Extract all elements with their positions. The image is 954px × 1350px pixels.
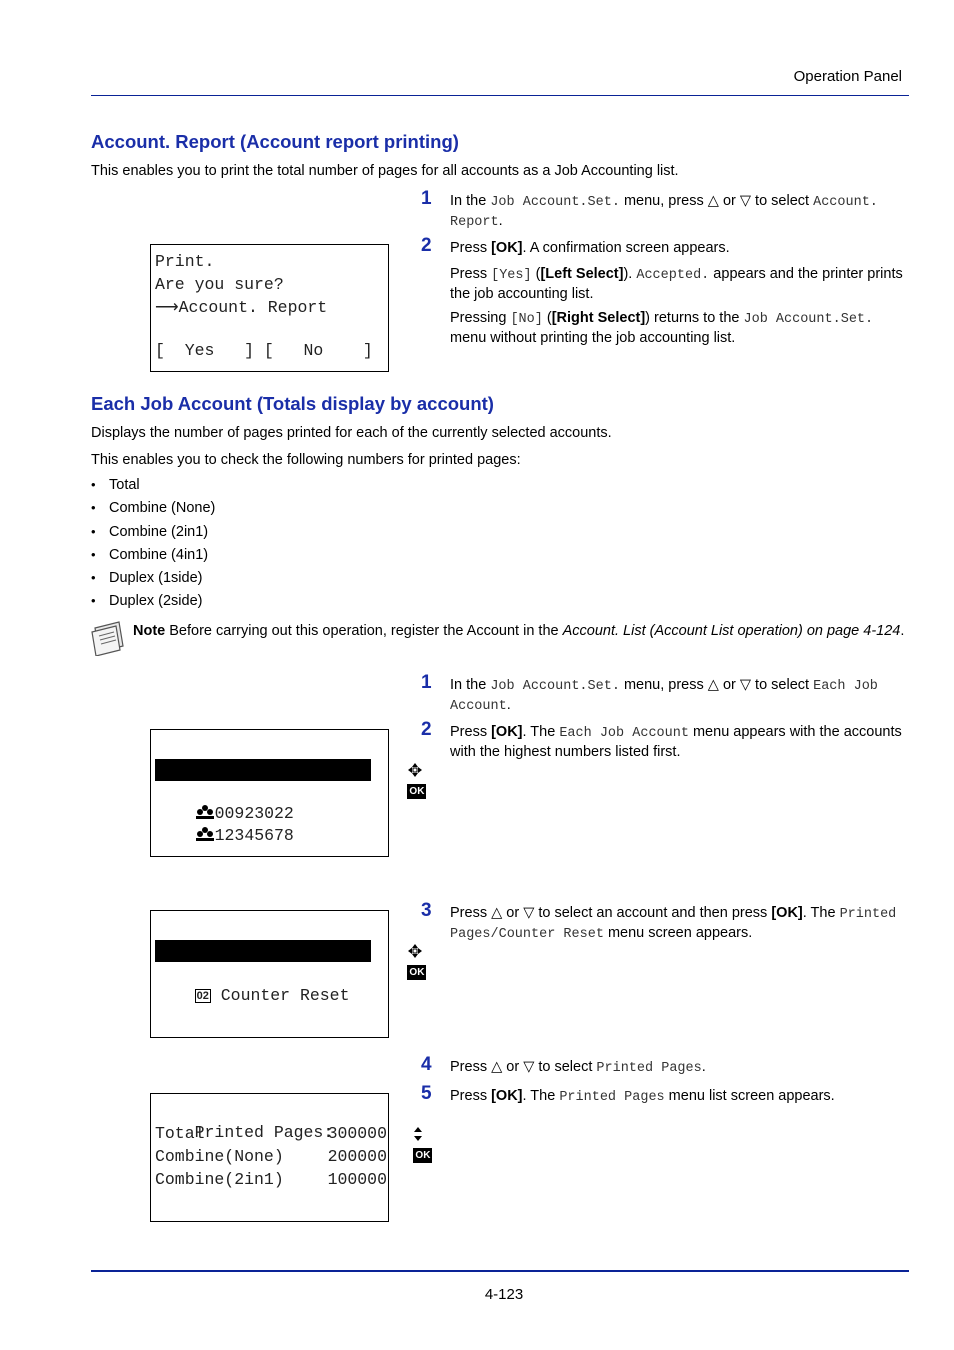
note-text bbox=[133, 622, 908, 640]
step-mono: Job Account.Set. bbox=[490, 195, 620, 210]
step-text: Press bbox=[450, 724, 492, 740]
note-icon bbox=[89, 620, 127, 656]
account-number: 00923022 bbox=[214, 804, 294, 823]
ok-key-icon: OK bbox=[409, 967, 425, 979]
step-number: 3 bbox=[421, 900, 432, 921]
list-item: • Combine (2in1) bbox=[91, 524, 215, 547]
step-text: In the bbox=[450, 193, 491, 209]
section-title-each-job-account: Each Job Account (Totals display by account) bbox=[91, 393, 494, 414]
lcd-line: Are you sure? bbox=[155, 275, 284, 294]
step-mono: [Yes] bbox=[491, 268, 532, 283]
step-mono: Printed Pages bbox=[559, 1090, 665, 1105]
step-text: . bbox=[506, 697, 511, 713]
counter-row bbox=[155, 1169, 387, 1191]
account-group-icon bbox=[195, 826, 215, 842]
step-mono: Job Account.Set. bbox=[743, 312, 874, 327]
step-item bbox=[421, 900, 906, 949]
step-text: Press bbox=[450, 1088, 492, 1104]
counter-value: 300000 bbox=[327, 1124, 387, 1143]
lcd-line: Print. bbox=[155, 252, 215, 271]
note-label: Note bbox=[133, 623, 166, 639]
step-text: . A confirmation screen appears. bbox=[522, 240, 730, 256]
account-number: 12345678 bbox=[214, 826, 294, 845]
key-label: [OK] bbox=[491, 724, 523, 740]
counter-label: Combine(2in1) bbox=[155, 1170, 284, 1189]
step-text: Pressing bbox=[450, 310, 511, 326]
lcd-line bbox=[155, 297, 327, 319]
section-intro: Displays the number of pages printed for each of the currently selected accounts. bbox=[91, 425, 612, 441]
ok-key-icon: OK bbox=[415, 1150, 431, 1162]
step-item bbox=[421, 1083, 906, 1112]
step-text: appears and the printer prints the job accounting list. bbox=[450, 266, 903, 302]
item-number-badge: 02 bbox=[196, 989, 209, 1002]
step-mono: Job Account.Set. bbox=[490, 679, 620, 694]
menu-item-label: Counter Reset bbox=[220, 986, 350, 1005]
lcd-printed-pages-screen bbox=[150, 1093, 431, 1222]
list-item: • Combine (4in1) bbox=[91, 547, 215, 570]
step-text: menu, press △ or ▽ to select bbox=[619, 677, 814, 693]
step-number: 5 bbox=[421, 1083, 432, 1104]
menu-item-counter-reset[interactable] bbox=[155, 963, 350, 1005]
list-item: • Total bbox=[91, 477, 215, 500]
step-text: Press bbox=[450, 266, 492, 282]
step-text: menu appears with the accounts with the highest numbers listed first. bbox=[450, 724, 902, 760]
step-mono: Each Job Account bbox=[450, 679, 878, 714]
step-item bbox=[421, 672, 906, 721]
counter-row bbox=[155, 1146, 387, 1168]
step-text: ) returns to the bbox=[645, 310, 744, 326]
menu-item-label: Printed Pages bbox=[220, 963, 350, 982]
step-item bbox=[421, 1054, 906, 1083]
lcd-title: Printed Pages: bbox=[194, 1123, 334, 1142]
menu-item-printed-pages[interactable] bbox=[155, 940, 371, 982]
step-mono: Printed Pages bbox=[596, 1061, 702, 1076]
key-label: [Right Select] bbox=[551, 310, 646, 326]
step-item bbox=[421, 235, 906, 352]
running-header: Operation Panel bbox=[793, 68, 902, 85]
step-mono: Account. Report bbox=[450, 195, 878, 230]
footer-divider bbox=[91, 1270, 909, 1272]
step-text: ( bbox=[531, 266, 541, 282]
step-number: 2 bbox=[421, 235, 432, 256]
account-row[interactable] bbox=[155, 803, 294, 845]
counter-type-list bbox=[91, 477, 215, 617]
note-page-reference: Account. List (Account List operation) on page 4-124 bbox=[562, 623, 901, 639]
step-text: . bbox=[701, 1059, 706, 1075]
step-mono: [No] bbox=[510, 312, 543, 327]
up-down-arrow-icon bbox=[413, 1126, 423, 1142]
counter-label: Combine(None) bbox=[155, 1147, 284, 1166]
step-text: ( bbox=[542, 310, 552, 326]
counter-value: 200000 bbox=[327, 1147, 387, 1166]
step-mono: Accepted. bbox=[636, 268, 710, 283]
step-text: . bbox=[498, 213, 503, 229]
step-number: 4 bbox=[421, 1054, 432, 1075]
header-divider bbox=[91, 95, 909, 96]
step-text: Press △ or ▽ to select an account and then press bbox=[450, 905, 772, 921]
step-text: . The bbox=[522, 724, 560, 740]
step-item bbox=[421, 719, 906, 767]
lcd-each-job-account-screen bbox=[150, 729, 425, 857]
list-item: • Duplex (2side) bbox=[91, 593, 215, 616]
step-text: menu list screen appears. bbox=[664, 1088, 835, 1104]
counter-row bbox=[155, 1123, 387, 1145]
step-number: 1 bbox=[421, 188, 432, 209]
step-text: menu screen appears. bbox=[603, 925, 753, 941]
counter-value: 100000 bbox=[327, 1170, 387, 1189]
step-text: ). bbox=[623, 266, 637, 282]
item-number-badge: 01 bbox=[196, 966, 209, 979]
step-mono: Each Job Account bbox=[559, 726, 689, 741]
arrow-right-icon: ⟶ bbox=[155, 298, 179, 317]
lcd-account-menu-screen bbox=[150, 910, 425, 1038]
note-body: Before carrying out this operation, register the Account in the bbox=[165, 623, 563, 639]
page-number: 4-123 bbox=[484, 1286, 524, 1303]
step-text: menu without printing the job accounting list. bbox=[450, 330, 736, 346]
list-item: • Duplex (1side) bbox=[91, 570, 215, 593]
step-number: 1 bbox=[421, 672, 432, 693]
step-text: . The bbox=[802, 905, 840, 921]
step-item bbox=[421, 188, 906, 237]
key-label: [OK] bbox=[491, 240, 523, 256]
list-item: • Combine (None) bbox=[91, 500, 215, 523]
step-number: 2 bbox=[421, 719, 432, 740]
lcd-line-text: Account. Report bbox=[178, 298, 328, 317]
key-label: [OK] bbox=[491, 1088, 523, 1104]
step-text: In the bbox=[450, 677, 491, 693]
section-intro: This enables you to print the total number of pages for all accounts as a Job Accounting list. bbox=[91, 163, 679, 179]
step-mono: Printed Pages/Counter Reset bbox=[450, 907, 897, 942]
note-end: . bbox=[900, 623, 905, 639]
step-text: Press bbox=[450, 240, 492, 256]
step-text: . The bbox=[522, 1088, 560, 1104]
account-row[interactable] bbox=[155, 781, 294, 823]
lcd-softkeys: [ Yes ] [ No ] bbox=[155, 341, 373, 360]
lcd-confirm-screen bbox=[150, 244, 389, 372]
key-label: [Left Select] bbox=[540, 266, 624, 282]
step-text: menu, press △ or ▽ to select bbox=[619, 193, 814, 209]
account-number: 341736 bbox=[214, 782, 275, 801]
section-title-account-report: Account. Report (Account report printing) bbox=[91, 131, 459, 152]
key-label: [OK] bbox=[771, 905, 803, 921]
account-row-selected[interactable] bbox=[155, 759, 371, 801]
counter-label: Total bbox=[155, 1124, 205, 1143]
section-intro: This enables you to check the following numbers for printed pages: bbox=[91, 452, 521, 468]
ok-key-icon: OK bbox=[409, 786, 425, 798]
step-text: Press △ or ▽ to select bbox=[450, 1059, 597, 1075]
